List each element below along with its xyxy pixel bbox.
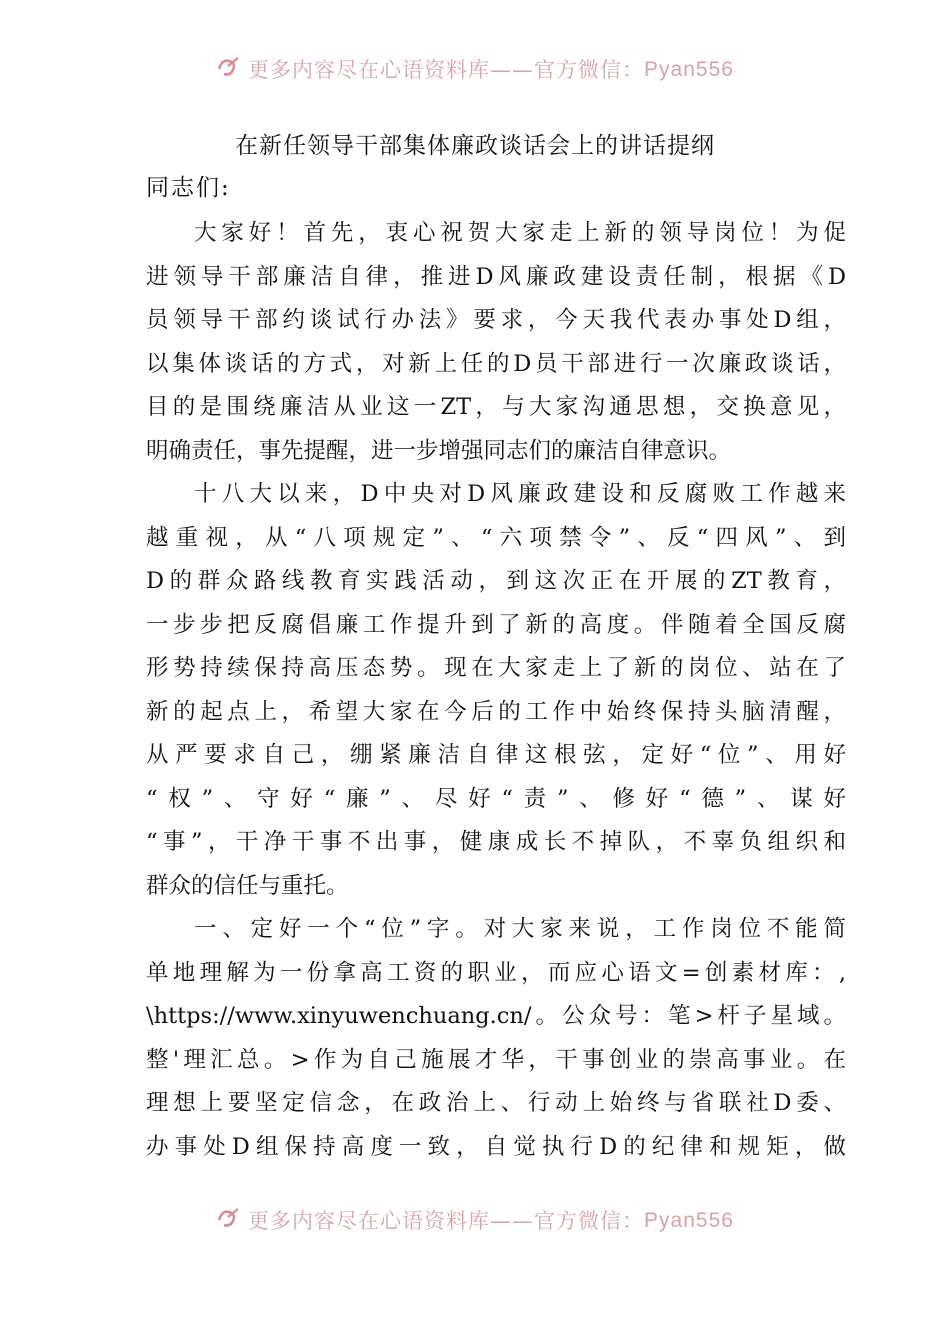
text-line: 新的起点上，希望大家在今后的工作中始终保持头脑清醒， — [146, 698, 846, 725]
text-line: 一步步把反腐倡廉工作提升到了新的高度。伴随着全国反腐 — [146, 611, 846, 638]
text-line: 目的是围绕廉洁从业这一ZT，与大家沟通思想，交换意见， — [146, 394, 846, 420]
text-line: 以集体谈话的方式，对新上任的D员干部进行一次廉政谈话， — [146, 350, 846, 377]
watermark-handle: Pyan556 — [644, 58, 734, 81]
logo-icon — [216, 1206, 242, 1235]
document-body — [146, 212, 846, 1169]
text-line: 整'理汇总。>作为自己施展才华，干事创业的崇高事业。在 — [146, 1046, 846, 1073]
text-line: “事”，干净干事不出事，健康成长不掉队，不辜负组织和 — [146, 829, 846, 855]
watermark-text: 更多内容尽在心语资料库——官方微信： — [248, 1209, 645, 1233]
text-line: 群众的信任与重托。 — [146, 872, 349, 899]
text-line: 大家好！首先，衷心祝贺大家走上新的领导岗位！为促 — [194, 220, 846, 246]
logo-icon — [216, 55, 242, 84]
text-line: 从严要求自己，绷紧廉洁自律这根弦，定好“位”、用好 — [146, 742, 846, 768]
watermark-handle: Pyan556 — [644, 1209, 734, 1232]
watermark-text: 更多内容尽在心语资料库——官方微信： — [248, 58, 645, 82]
text-line: 单地理解为一份拿高工资的职业，而应心语文=创素材库：, — [146, 959, 846, 986]
text-line: 形势持续保持高压态势。现在大家走上了新的岗位、站在了 — [146, 655, 846, 681]
text-line: 越重视，从“八项规定”、“六项禁令”、反“四风”、到 — [146, 524, 846, 551]
watermark-bottom — [0, 1205, 950, 1235]
text-line: D的群众路线教育实践活动，到这次正在开展的ZT教育， — [146, 568, 846, 594]
text-line: “权”、守好“廉”、尽好“责”、修好“德”、谋好 — [146, 785, 846, 812]
document-title: 在新任领导干部集体廉政谈话会上的讲话提纲 — [235, 133, 715, 159]
watermark-top — [0, 54, 950, 84]
text-line: 办事处D组保持高度一致，自觉执行D的纪律和规矩，做 — [146, 1133, 846, 1160]
text-line: 员领导干部约谈试行办法》要求，今天我代表办事处D组， — [146, 307, 846, 333]
text-line: 一、定好一个“位”字。对大家来说，工作岗位不能简 — [194, 916, 846, 942]
text-line: 十八大以来，D中央对D风廉政建设和反腐败工作越来 — [194, 481, 846, 507]
text-line: 明确责任，事先提醒，进一步增强同志们的廉洁自律意识。 — [146, 437, 732, 464]
text-line: 理想上要坚定信念，在政治上、行动上始终与省联社D委、 — [146, 1090, 846, 1116]
text-line: 进领导干部廉洁自律，推进D风廉政建设责任制，根据《D — [146, 263, 846, 290]
greeting: 同志们: — [146, 175, 231, 201]
text-line: \https://www.xinyuwenchuang.cn/。公众号：笔>杆子星域。 — [146, 1003, 846, 1029]
